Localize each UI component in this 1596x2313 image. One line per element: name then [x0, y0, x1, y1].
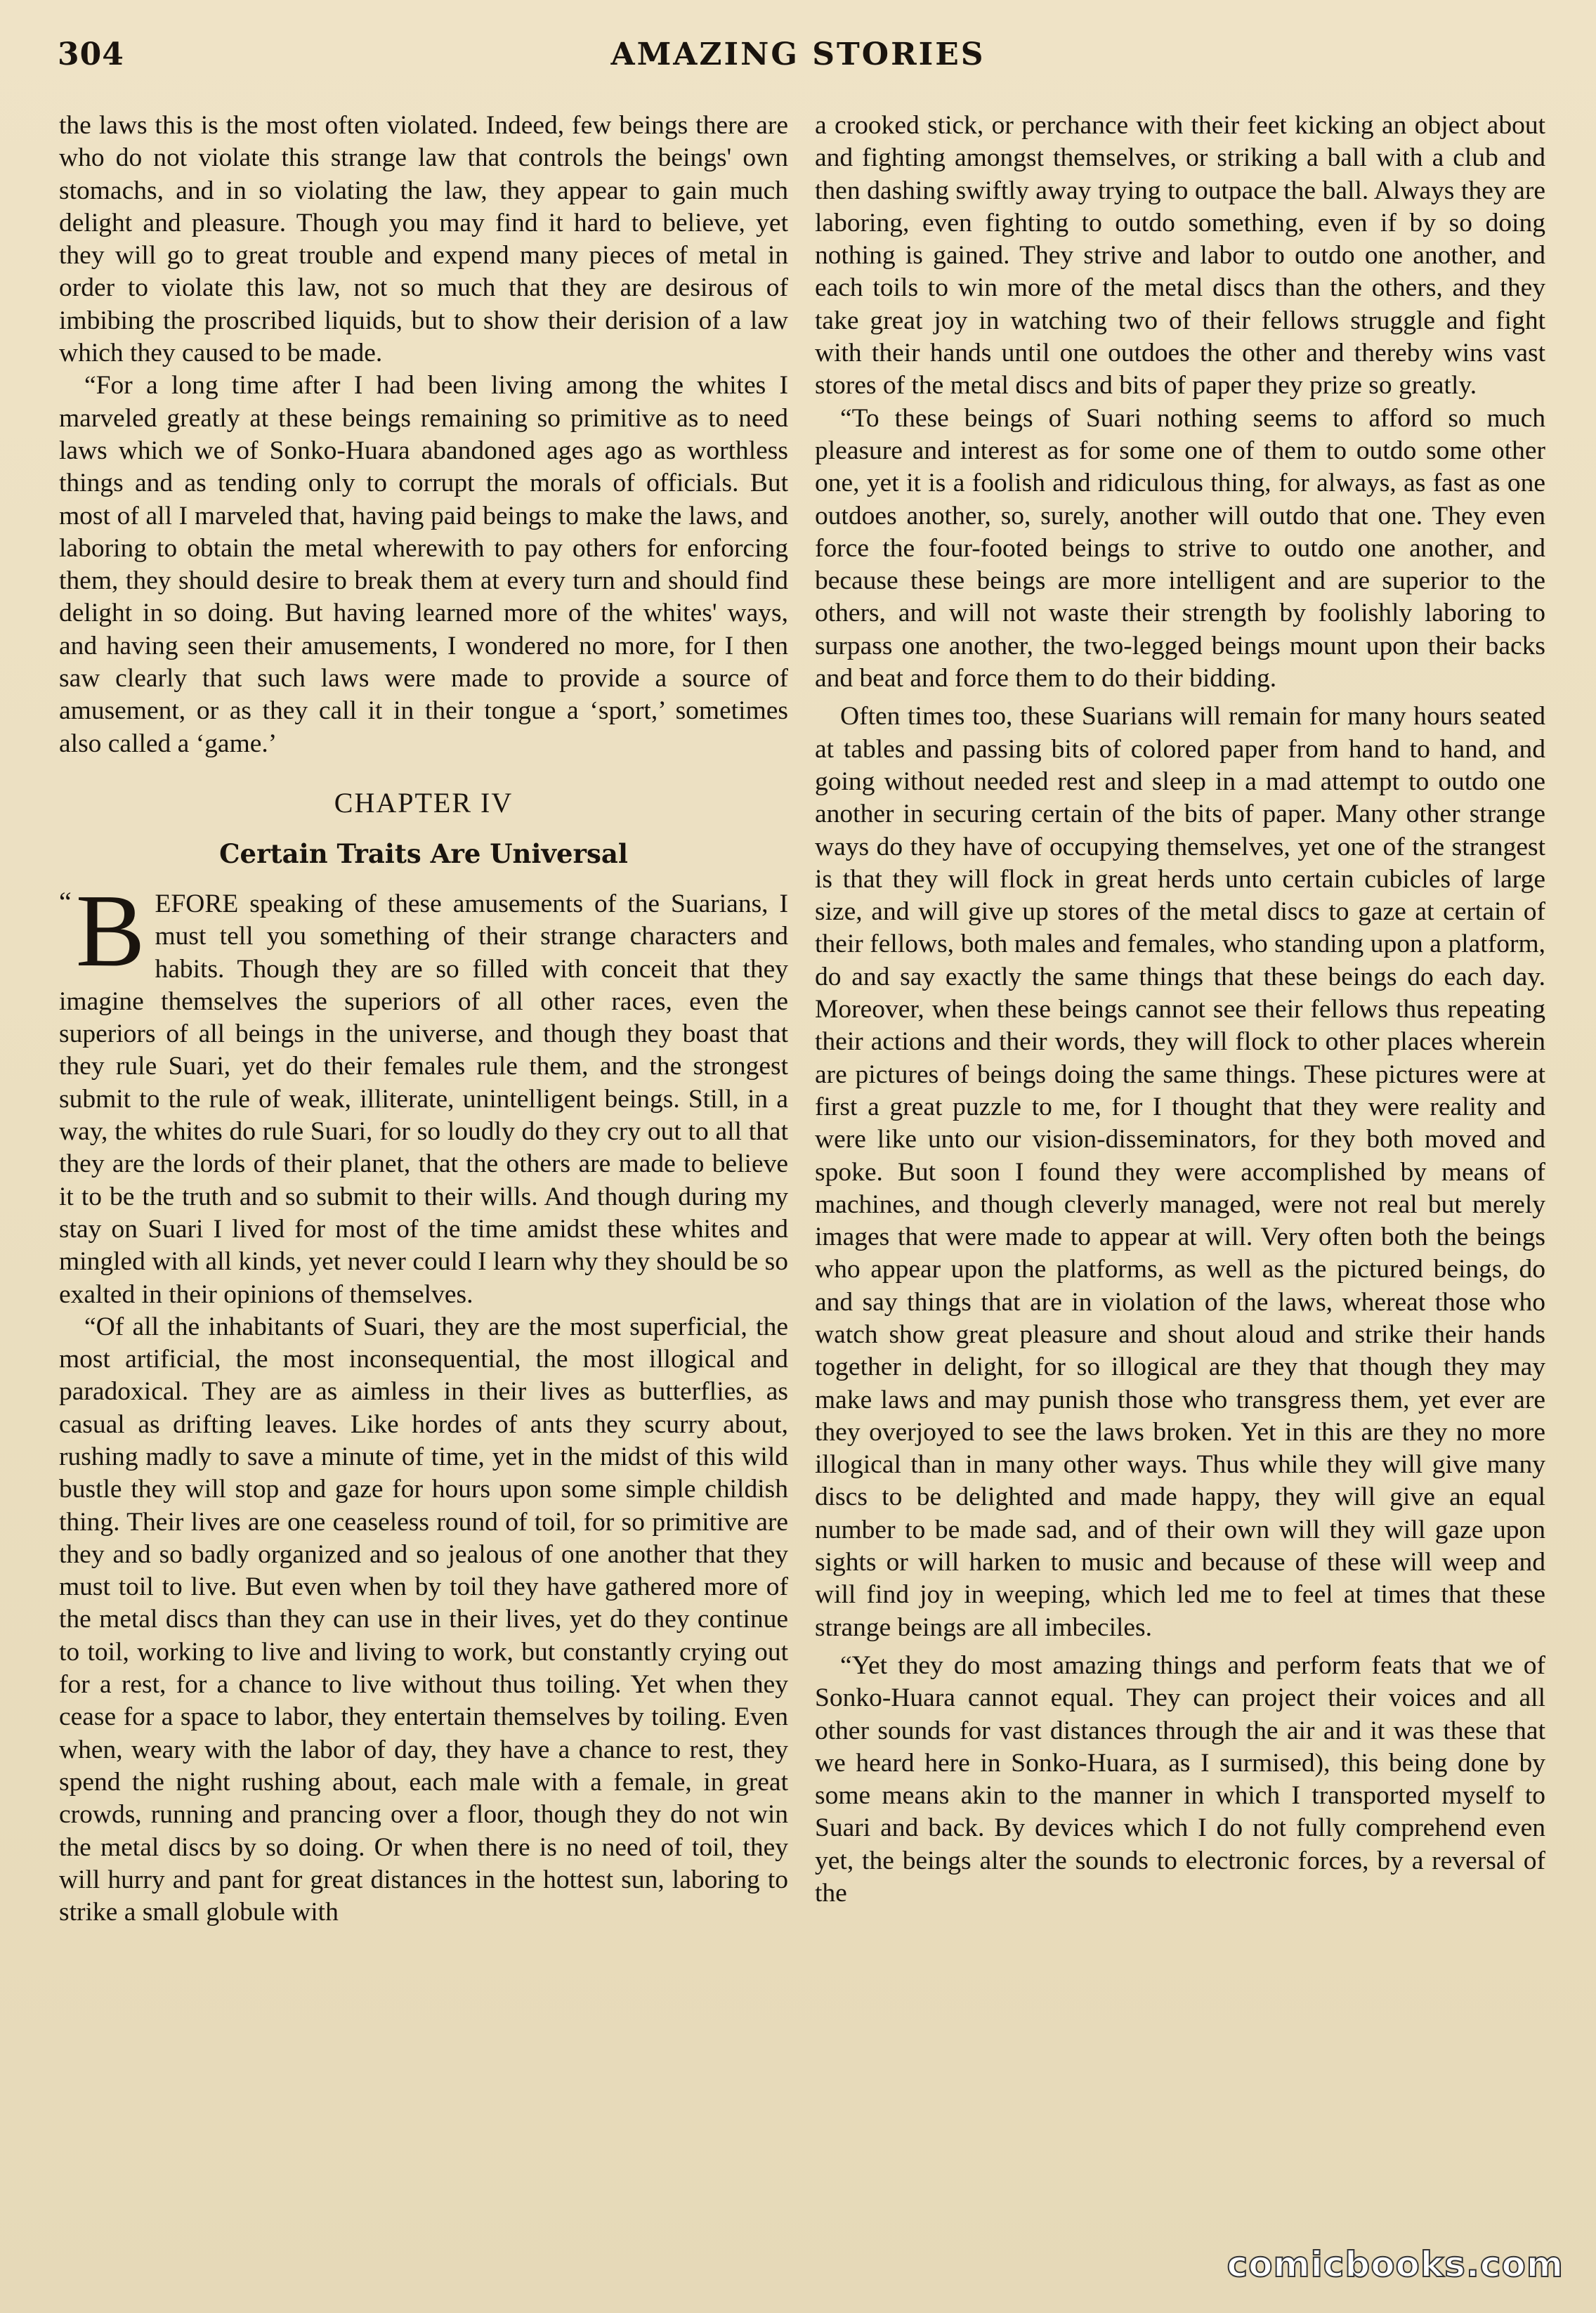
paragraph: “Of all the inhabitants of Suari, they are the most superficial, the most artificial, the most inconsequential, the most illogical and paradoxical. They are as aimless in their lives as butterflies, as casual as drifting leaves. Like hordes of ants they scurry about, rushing madly to save a minute of time, yet in the midst of this wild bustle they will stop and gaze for hours upon some simple childish thing. Their lives are one ceaseless round of toil, for so primitive are they and so badly organized and so jealous of one another that they must toil to live. But even when by toil they have gathered more of the metal discs than they can use in their lives, yet do they continue to toil, working to live and living to work, but constantly crying out for a rest, for a chance to live without thus toiling. Yet when they cease for a space to labor, they entertain themselves by toiling. Even when, weary with the labor of day, they have a chance to rest, they spend the night rushing about, each male with a female, in great crowds, running and prancing over a floor, though they do not win the metal discs by so doing. Or when there is no need of toil, they will hurry and pant for great distances in the hottest sun, laboring to strike a small globule with	[59, 1312, 788, 1927]
right-column	[815, 110, 1545, 1910]
watermark: comicbooks.com	[1227, 2244, 1564, 2285]
drop-cap: B	[75, 873, 145, 989]
paragraph: “To these beings of Suari nothing seems to afford so much pleasure and interest as for some one of them to outdo some other one, yet it is a foolish and ridiculous thing, for always, as fast as one outdoes another, so, surely, another will outdo that one. They even force the four-footed beings to strive to outdo one another, and because these beings are more intelligent and are superior to the others, and will not waste their strength by foolishly laboring to surpass one another, the two-legged beings mount upon their backs and beat and force them to do their bidding.	[815, 403, 1545, 693]
paragraph: Often times too, these Suarians will remain for many hours seated at tables and passing bits of colored paper from hand to hand, and going without needed rest and sleep in a mad attempt to outdo one another in securing certain of the bits of paper. Many other strange ways do they have of occupying themselves, yet one of the strangest is that they will flock in great herds unto certain cubicles of large size, and will give up stores of the metal discs to gaze at certain of their fellows, both males and females, who standing upon a platform, do and say exactly the same things that these beings do each day. Moreover, when these beings cannot see their fellows thus repeating their actions and their words, they will flock to other places wherein are pictures of beings doing the same things. These pictures were at first a great puzzle to me, for I thought that they were reality and were like unto our vision-disseminators, for they both moved and spoke. But soon I found they were accomplished by means of machines, and though cleverly managed, were not real but merely images that were made to appear at will. Very often both the beings who appear upon the platforms, as well as the pictured beings, do and say things that are in violation of the laws, whereat those who watch show great pleasure and shout aloud and strike their hands together in delight, for so illogical are they that though they may make laws and may punish those who transgress them, yet ever are they overjoyed to see the laws broken. Yet in this are they no more illogical than in many other ways. Thus while they will give many discs to be delighted and made happy, they will give an equal number to be made sad, and of their own will they will gaze upon sights or will harken to music and because of these will weep and will find joy in weeping, which led me to feel at times that these strange beings are all imbeciles.	[815, 702, 1545, 1642]
chapter-title: Certain Traits Are Universal	[219, 838, 628, 869]
paragraph: “Yet they do most amazing things and perform feats that we of Sonko-Huara cannot equal. They can project their voices and all other sounds for vast distances through the air and it was these that we heard here in Sonko-Huara, as I surmised), this being done by some means akin to the manner in which I transported myself to Suari and back. By devices which I do not fully comprehend even yet, the beings alter the sounds to electronic forces, by a reversal of the	[815, 1650, 1545, 1908]
paragraph: “For a long time after I had been living among the whites I marveled greatly at these beings remaining so primitive as to need laws which we of Sonko-Huara abandoned ages ago as worthless things and as tending only to corrupt the morals of officials. But most of all I marveled that, having paid beings to make the laws, and laboring to obtain the metal wherewith to pay others for enforcing them, they should desire to break them at every turn and should find delight in so doing. But having learned more of the whites' ways, and having seen their amusements, I wondered no more, for I then saw clearly that such laws were made to provide a source of amusement, or as they call it in their tongue a ‘sport,’ sometimes also called a ‘game.’	[59, 371, 788, 758]
running-title: AMAZING STORIES	[610, 37, 986, 72]
paragraph: a crooked stick, or perchance with their feet kicking an object about and fighting amongst themselves, or striking a ball with a club and then dashing swiftly away trying to outpace the ball. Always they are laboring, even fighting to outdo something, even if by so doing nothing is gained. They strive and labor to outdo one another, and each toils to win more of the metal discs than the others, and they take great joy in watching two of their fellows struggle and fight with their hands until one outdoes the other and thereby wins vast stores of the metal discs and bits of paper they prize so greatly.	[815, 111, 1545, 400]
paragraph: the laws this is the most often violated. Indeed, few beings there are who do not violate this strange law that controls the beings' own stomachs, and in so violating the law, they appear to gain much delight and pleasure. Though you may find it hard to believe, yet they will go to great trouble and expend many pieces of metal in order to violate this law, not so much that they are desirous of imbibing the proscribed liquids, but to show their derision of a law which they caused to be made.	[59, 111, 788, 368]
page-number: 304	[58, 37, 124, 72]
page-header	[58, 37, 1538, 86]
left-column	[59, 110, 788, 1929]
paragraph-text: EFORE speaking of these amusements of the Suarians, I must tell you something of their strange characters and habits. Though they are so filled with conceit that they imagine themselves the superiors of all other races, even the superiors of all beings in the universe, and though they boast that they rule Suari, yet do their females rule them, and the strongest submit to the rule of weak, illiterate, unintelligent beings. Still, in a way, the whites do rule Suari, for so loudly do they cry out to all that they are the lords of their planet, that the others are made to believe it to be the truth and so submit to their wills. And though during my stay on Suari I lived for most of the time amidst these whites and mingled with all kinds, yet never could I learn why they should be so exalted in their opinions of themselves.	[59, 889, 788, 1309]
chapter-label: CHAPTER IV	[334, 786, 514, 819]
opening-quote-mark: “	[59, 885, 72, 918]
chapter-opening-paragraph	[59, 873, 788, 1311]
